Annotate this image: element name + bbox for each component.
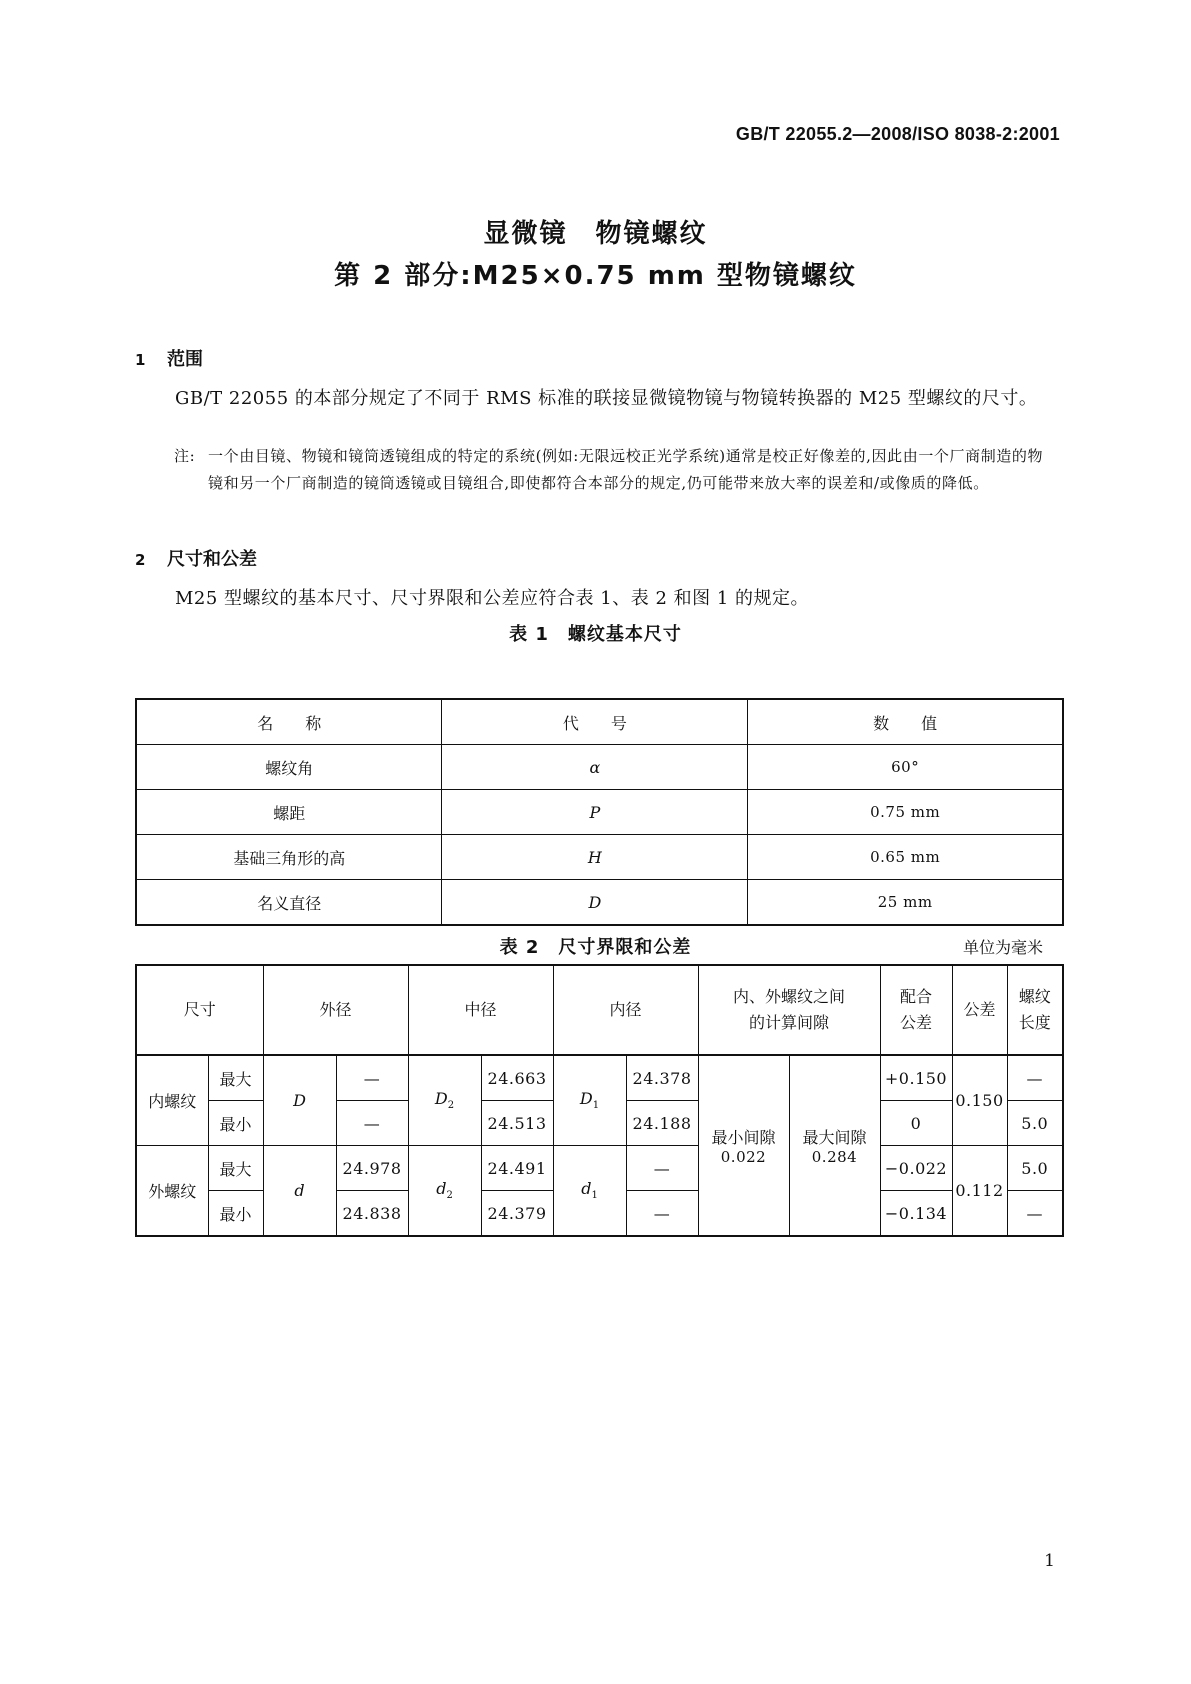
table-cell: 0.65 mm	[748, 835, 1063, 880]
symbol: α	[589, 757, 601, 777]
subscript: 2	[447, 1100, 455, 1112]
table-cell: 24.491	[481, 1146, 553, 1191]
table-cell: 0.112	[952, 1146, 1007, 1237]
inner-symbol	[553, 1055, 626, 1146]
subscript: 1	[592, 1100, 600, 1112]
header-length-line-1: 螺纹	[1018, 987, 1051, 1006]
max-clearance-label: 最大间隙	[802, 1128, 867, 1147]
table-row	[136, 745, 1063, 790]
section-1-title: 范围	[167, 349, 203, 370]
section-1-number: 1	[135, 351, 146, 369]
table-row	[136, 790, 1063, 835]
page-number: 1	[1044, 1551, 1055, 1571]
table-row	[136, 880, 1063, 926]
symbol: d	[436, 1179, 447, 1199]
table-1-caption: 表 1 螺纹基本尺寸	[509, 624, 682, 645]
outer-symbol	[263, 1055, 336, 1146]
section-2-number: 2	[135, 551, 146, 569]
table-cell: —	[626, 1191, 698, 1237]
table-cell: 60°	[748, 745, 1063, 790]
symbol: D	[293, 1091, 306, 1110]
table-cell	[442, 790, 748, 835]
symbol: H	[587, 847, 602, 867]
internal-thread-label: 内螺纹	[136, 1055, 208, 1146]
document-header: GB/T 22055.2—2008/ISO 8038-2:2001	[735, 124, 1060, 144]
table-cell: 5.0	[1007, 1101, 1063, 1146]
table-cell: —	[626, 1146, 698, 1191]
subscript: 2	[446, 1190, 453, 1202]
min-clearance-label: 最小间隙	[711, 1128, 776, 1147]
table-1-header: 名 称	[136, 699, 442, 745]
table-cell: —	[336, 1055, 408, 1101]
table-1-header: 代 号	[442, 699, 748, 745]
note-text: 一个由目镜、物镜和镜筒透镜组成的特定的系统(例如:无限远校正光学系统)通常是校正好像差的,因此由一个厂商制造的物镜和另一个厂商制造的镜筒透镜或目镜组合,即使都符合本部分的规定,仍可能带来放大率的误差和/或像质的降低。	[208, 447, 1044, 492]
header-fit-line-1: 配合	[899, 987, 932, 1006]
table-cell: 24.838	[336, 1191, 408, 1237]
header-inner-diameter: 内径	[553, 965, 698, 1055]
symbol: D	[434, 1089, 448, 1109]
table-cell: 24.378	[626, 1055, 698, 1101]
table-cell: 名义直径	[136, 880, 442, 926]
symbol: D	[588, 892, 602, 912]
table-cell: 5.0	[1007, 1146, 1063, 1191]
table-cell: 24.513	[481, 1101, 553, 1146]
table-cell	[442, 835, 748, 880]
subscript: 1	[591, 1190, 598, 1202]
min-clearance-cell	[698, 1055, 789, 1236]
table-row	[136, 1146, 1063, 1191]
row-max-label: 最大	[208, 1146, 263, 1191]
table-cell: 0	[880, 1101, 952, 1146]
max-clearance-value: 0.284	[811, 1148, 858, 1166]
header-thread-length	[1007, 965, 1063, 1055]
table-cell: +0.150	[880, 1055, 952, 1101]
table-cell: −0.134	[880, 1191, 952, 1237]
table-cell: 24.379	[481, 1191, 553, 1237]
table-cell: 25 mm	[748, 880, 1063, 926]
table-cell: 螺距	[136, 790, 442, 835]
symbol: D	[579, 1089, 593, 1109]
table-2-unit: 单位为毫米	[962, 938, 1043, 957]
table-cell: —	[1007, 1191, 1063, 1237]
table-cell: 0.75 mm	[748, 790, 1063, 835]
header-tolerance: 公差	[952, 965, 1007, 1055]
table-1-header-row	[136, 699, 1063, 745]
table-2-caption: 表 2 尺寸界限和公差	[499, 937, 692, 958]
pitch-symbol	[408, 1146, 481, 1237]
external-thread-label: 外螺纹	[136, 1146, 208, 1237]
table-cell: −0.022	[880, 1146, 952, 1191]
title-line-1: 显微镜 物镜螺纹	[483, 219, 708, 249]
table-cell: 0.150	[952, 1055, 1007, 1146]
row-max-label: 最大	[208, 1055, 263, 1101]
table-cell	[442, 880, 748, 926]
row-min-label: 最小	[208, 1191, 263, 1237]
inner-symbol	[553, 1146, 626, 1237]
section-1-paragraph: GB/T 22055 的本部分规定了不同于 RMS 标准的联接显微镜物镜与物镜转换器的 M25 型螺纹的尺寸。	[175, 388, 1038, 409]
table-row	[136, 835, 1063, 880]
header-fit-tolerance	[880, 965, 952, 1055]
table-2	[135, 964, 1064, 1237]
header-length-line-2: 长度	[1018, 1013, 1051, 1032]
table-cell: 24.978	[336, 1146, 408, 1191]
header-clearance	[698, 965, 880, 1055]
max-clearance-cell	[789, 1055, 880, 1236]
header-clearance-line-2: 的计算间隙	[748, 1013, 829, 1032]
section-2-title: 尺寸和公差	[167, 549, 257, 570]
table-cell: —	[1007, 1055, 1063, 1101]
table-2-header-row	[136, 965, 1063, 1055]
min-clearance-value: 0.022	[720, 1148, 767, 1166]
pitch-symbol	[408, 1055, 481, 1146]
table-row	[136, 1055, 1063, 1101]
header-clearance-line-1: 内、外螺纹之间	[732, 987, 845, 1006]
table-cell: 24.188	[626, 1101, 698, 1146]
section-2-heading	[135, 545, 257, 571]
table-1-header: 数 值	[748, 699, 1063, 745]
table-cell: 24.663	[481, 1055, 553, 1101]
table-cell: 基础三角形的高	[136, 835, 442, 880]
symbol: d	[294, 1181, 305, 1200]
header-fit-line-2: 公差	[899, 1013, 932, 1032]
table-1	[135, 698, 1064, 926]
header-pitch-diameter: 中径	[408, 965, 553, 1055]
note	[174, 443, 1058, 497]
note-label: 注:	[174, 447, 196, 465]
table-cell: 螺纹角	[136, 745, 442, 790]
row-min-label: 最小	[208, 1101, 263, 1146]
symbol: P	[589, 802, 601, 822]
header-outer-diameter: 外径	[263, 965, 408, 1055]
header-size: 尺寸	[136, 965, 263, 1055]
title-line-2: 第 2 部分:M25×0.75 mm 型物镜螺纹	[334, 261, 857, 291]
section-2-paragraph: M25 型螺纹的基本尺寸、尺寸界限和公差应符合表 1、表 2 和图 1 的规定。	[175, 588, 810, 609]
table-cell: —	[336, 1101, 408, 1146]
table-cell	[442, 745, 748, 790]
section-1-heading	[135, 345, 203, 371]
outer-symbol	[263, 1146, 336, 1237]
symbol: d	[581, 1179, 592, 1199]
